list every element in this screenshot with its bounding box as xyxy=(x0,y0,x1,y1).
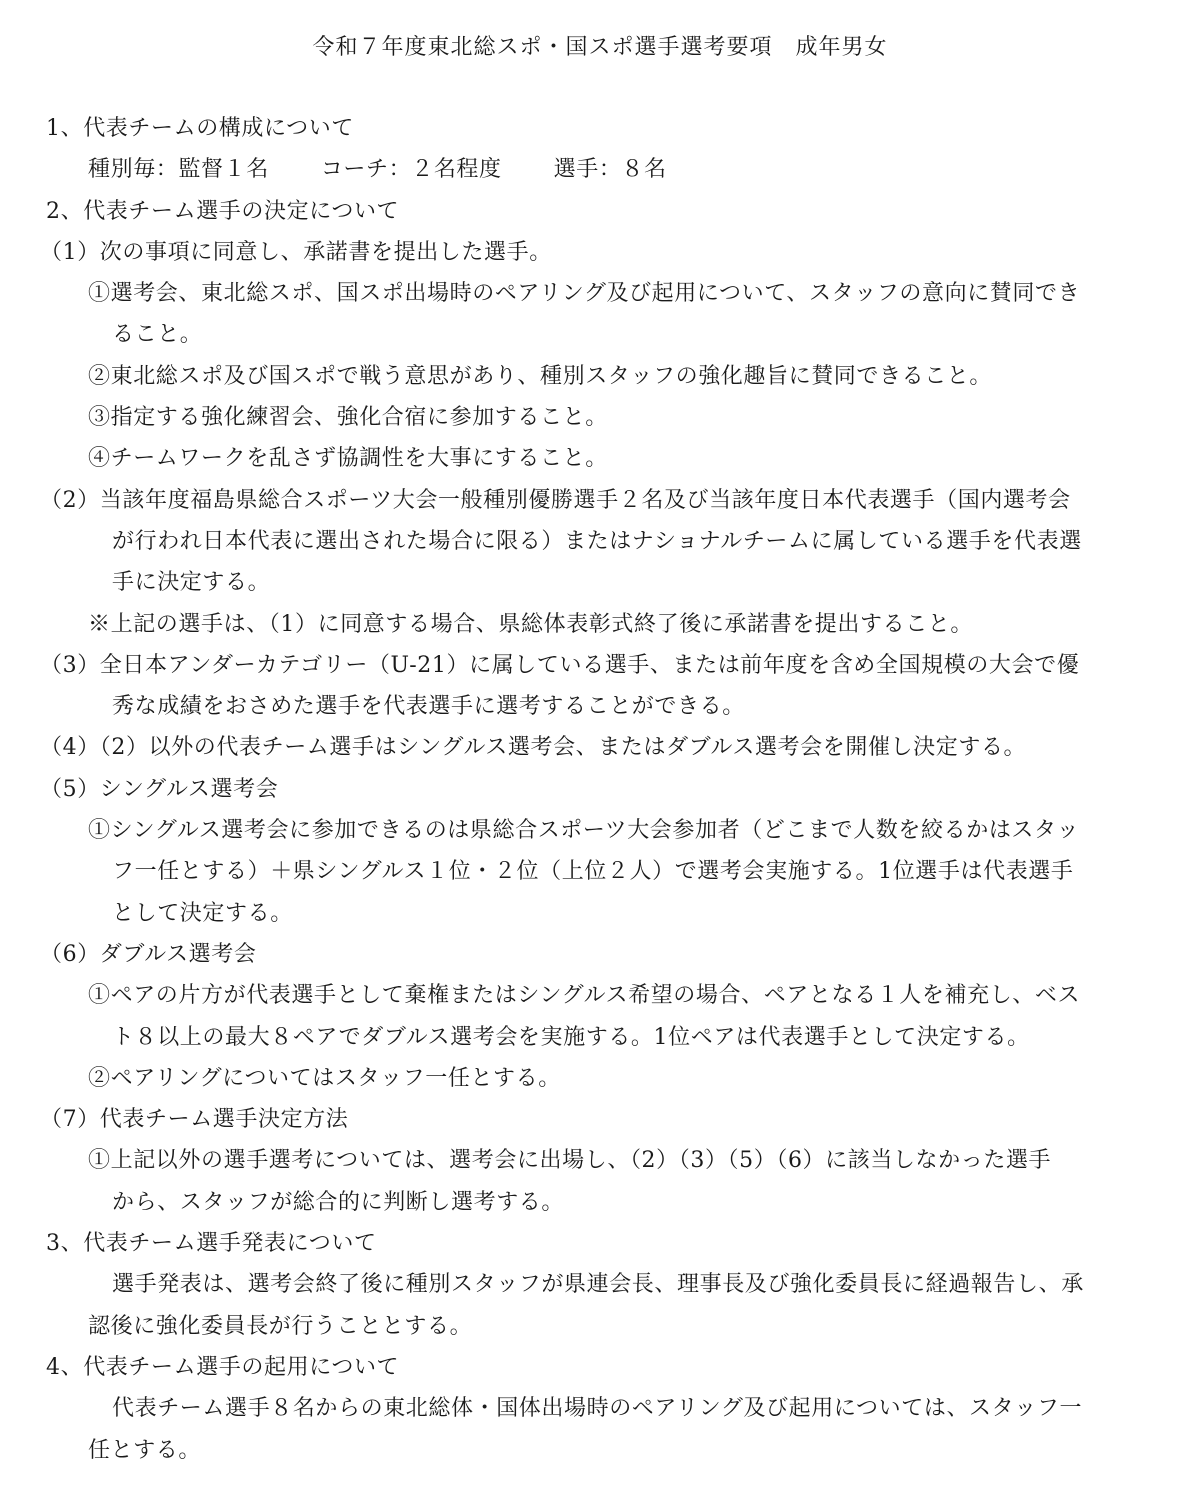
clause-1: （1）次の事項に同意し、承諾書を提出した選手。 xyxy=(40,239,552,265)
manager-count: 種別毎：監督１名 xyxy=(88,157,269,183)
player-count: 選手：８名 xyxy=(553,157,667,183)
clause-4: （4）（2）以外の代表チーム選手はシングルス選考会、またはダブルス選考会を開催し決定する。 xyxy=(40,735,1027,761)
clause-6: （6）ダブルス選考会 xyxy=(40,941,257,967)
clause-6-item-1: ①ペアの片方が代表選手として棄権またはシングルス希望の場合、ペアとなる１人を補充し、ベス xyxy=(88,983,1081,1009)
document-body xyxy=(0,108,1200,1471)
section-3-text: 選手発表は、選考会終了後に種別スタッフが県連会長、理事長及び強化委員長に経過報告し、承 xyxy=(112,1272,1084,1298)
clause-5-item-1-cont-1: フ一任とする）＋県シングルス１位・２位（上位２人）で選考会実施する。1位選手は代表選手 xyxy=(112,859,1074,885)
clause-6-item-1-cont: ト８以上の最大８ペアでダブルス選考会を実施する。1位ペアは代表選手として決定する。 xyxy=(112,1024,1030,1050)
document-title: 令和７年度東北総スポ・国スポ選手選考要項 成年男女 xyxy=(312,35,888,60)
clause-1-item-3: ③指定する強化練習会、強化合宿に参加すること。 xyxy=(88,405,608,431)
clause-7-item-1-cont: から、スタッフが総合的に判断し選考する。 xyxy=(112,1189,565,1215)
section-3-text-cont: 認後に強化委員長が行うこととする。 xyxy=(88,1313,473,1339)
clause-1-item-1-cont: ること。 xyxy=(112,322,203,348)
clause-7-item-1: ①上記以外の選手選考については、選考会に出場し、（2）（3）（5）（6）に該当しなかった選手 xyxy=(88,1148,1052,1174)
clause-3-cont: 秀な成績をおさめた選手を代表選手に選考することができる。 xyxy=(112,694,745,720)
section-4-heading: 4、代表チーム選手の起用について xyxy=(46,1354,400,1380)
clause-2-cont-2: 手に決定する。 xyxy=(112,570,271,596)
clause-2-note: ※上記の選手は、（1）に同意する場合、県総体表彰式終了後に承諾書を提出すること。 xyxy=(88,611,973,637)
clause-1-item-1: ①選考会、東北総スポ、国スポ出場時のペアリング及び起用について、スタッフの意向に賛同でき xyxy=(88,281,1081,307)
clause-2: （2）当該年度福島県総合スポーツ大会一般種別優勝選手２名及び当該年度日本代表選手（国内選考会 xyxy=(40,487,1071,513)
clause-5-item-1: ①シングルス選考会に参加できるのは県総合スポーツ大会参加者（どこまで人数を絞るかはスタッ xyxy=(88,818,1080,844)
section-1-heading: 1、代表チームの構成について xyxy=(46,116,354,141)
clause-6-item-2: ②ペアリングについてはスタッフ一任とする。 xyxy=(88,1065,561,1091)
clause-5: （5）シングルス選考会 xyxy=(40,776,279,802)
team-composition-line xyxy=(0,149,1200,190)
clause-5-item-1-cont-2: として決定する。 xyxy=(112,900,293,926)
section-4-text-cont: 任とする。 xyxy=(88,1437,202,1463)
clause-3: （3）全日本アンダーカテゴリー（U-21）に属している選手、または前年度を含め全国規模の大会で優 xyxy=(40,652,1080,678)
clause-1-item-4: ④チームワークを乱さず協調性を大事にすること。 xyxy=(88,446,608,472)
clause-1-item-2: ②東北総スポ及び国スポで戦う意思があり、種別スタッフの強化趣旨に賛同できること。 xyxy=(88,363,993,389)
clause-7: （7）代表チーム選手決定方法 xyxy=(40,1107,349,1133)
section-4-text: 代表チーム選手８名からの東北総体・国体出場時のペアリング及び起用については、スタッフ一 xyxy=(112,1396,1083,1422)
coach-count: コーチ：２名程度 xyxy=(320,157,502,183)
section-2-heading: 2、代表チーム選手の決定について xyxy=(46,198,400,224)
section-3-heading: 3、代表チーム選手発表について xyxy=(46,1231,377,1257)
clause-2-cont-1: が行われ日本代表に選出された場合に限る）またはナショナルチームに属している選手を代表選 xyxy=(112,528,1082,554)
